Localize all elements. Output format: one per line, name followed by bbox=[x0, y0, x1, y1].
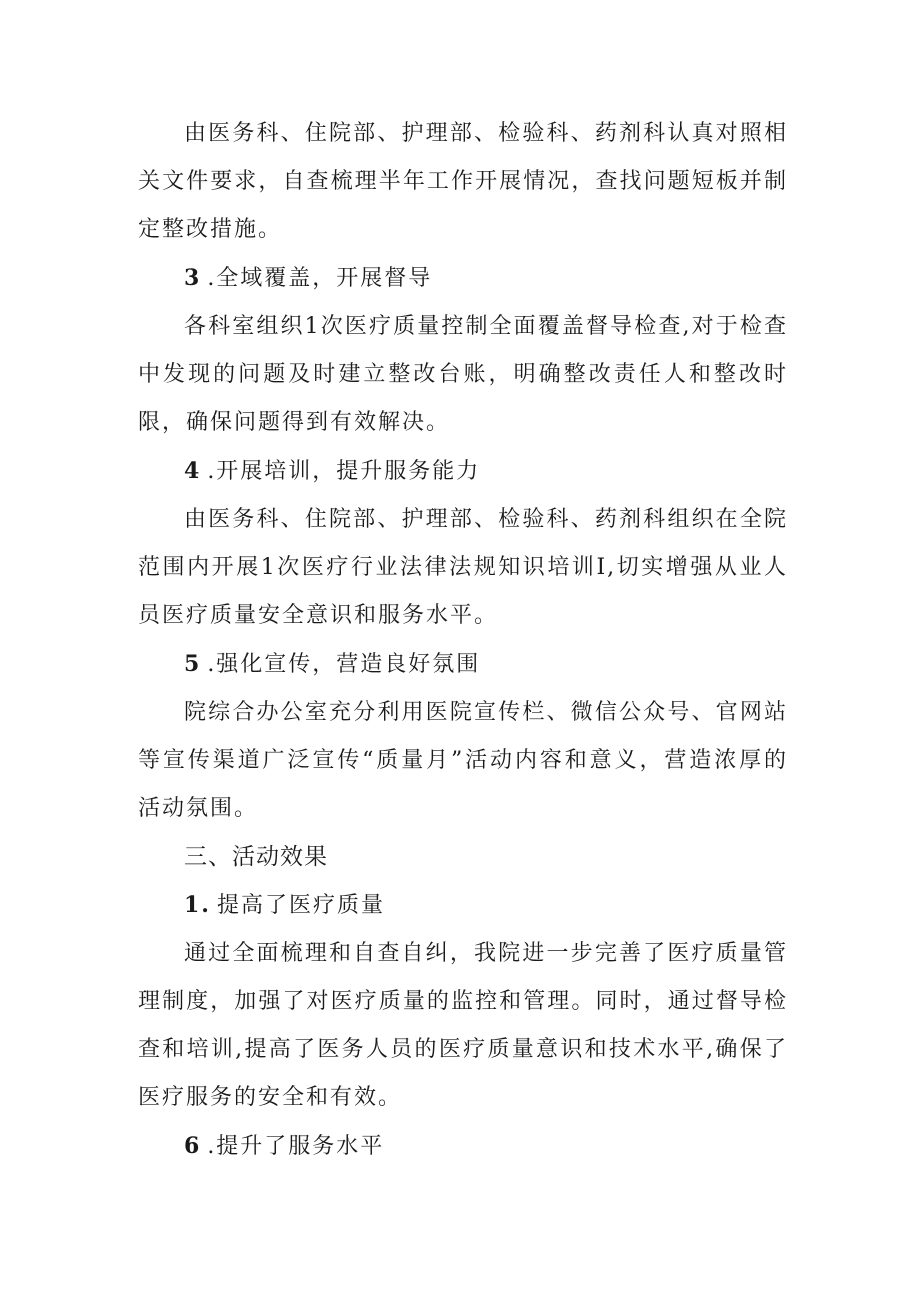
document-body bbox=[138, 110, 788, 1171]
heading-item-3 bbox=[138, 254, 788, 303]
heading-number: 5 bbox=[184, 651, 202, 677]
section-title-effects: 三、活动效果 bbox=[184, 844, 328, 870]
heading-text: .全域覆盖，开展督导 bbox=[207, 266, 433, 291]
heading-number: 6 bbox=[184, 1133, 202, 1159]
heading-item-4 bbox=[138, 447, 788, 496]
heading-text: 提高了医疗质量 bbox=[216, 893, 385, 918]
heading-text: .强化宣传，营造良好氛围 bbox=[207, 652, 481, 677]
paragraph-supervision: 各科室组织1次医疗质量控制全面覆盖督导检查,对于检查中发现的问题及时建立整改台账，明确整改责任人和整改时限，确保问题得到有效解决。 bbox=[138, 314, 788, 435]
paragraph-quality-improved: 通过全面梳理和自查自纠，我院进一步完善了医疗质量管理制度，加强了对医疗质量的监控和管理。同时，通过督导检查和培训,提高了医务人员的医疗质量意识和技术水平,确保了医疗服务的安全和有效。 bbox=[138, 941, 788, 1110]
heading-item-5 bbox=[138, 640, 788, 689]
heading-item-6 bbox=[138, 1122, 788, 1171]
paragraph-publicity: 院综合办公室充分利用医院宣传栏、微信公众号、官网站等宣传渠道广泛宣传“质量月”活动内容和意义，营造浓厚的活动氛围。 bbox=[138, 700, 788, 821]
heading-text: .开展培训，提升服务能力 bbox=[207, 459, 481, 484]
paragraph-self-inspection: 由医务科、住院部、护理部、检验科、药剂科认真对照相关文件要求，自查梳理半年工作开展情况，查找问题短板并制定整改措施。 bbox=[138, 121, 788, 242]
paragraph-training: 由医务科、住院部、护理部、检验科、药剂科组织在全院范围内开展1次医疗行业法律法规知识培训I,切实增强从业人员医疗质量安全意识和服务水平。 bbox=[138, 507, 788, 628]
heading-text: .提升了服务水平 bbox=[207, 1134, 385, 1159]
heading-number: 3 bbox=[184, 265, 202, 291]
heading-number: 4 bbox=[184, 458, 202, 484]
heading-item-1 bbox=[138, 881, 788, 930]
heading-number: 1. bbox=[184, 892, 211, 918]
